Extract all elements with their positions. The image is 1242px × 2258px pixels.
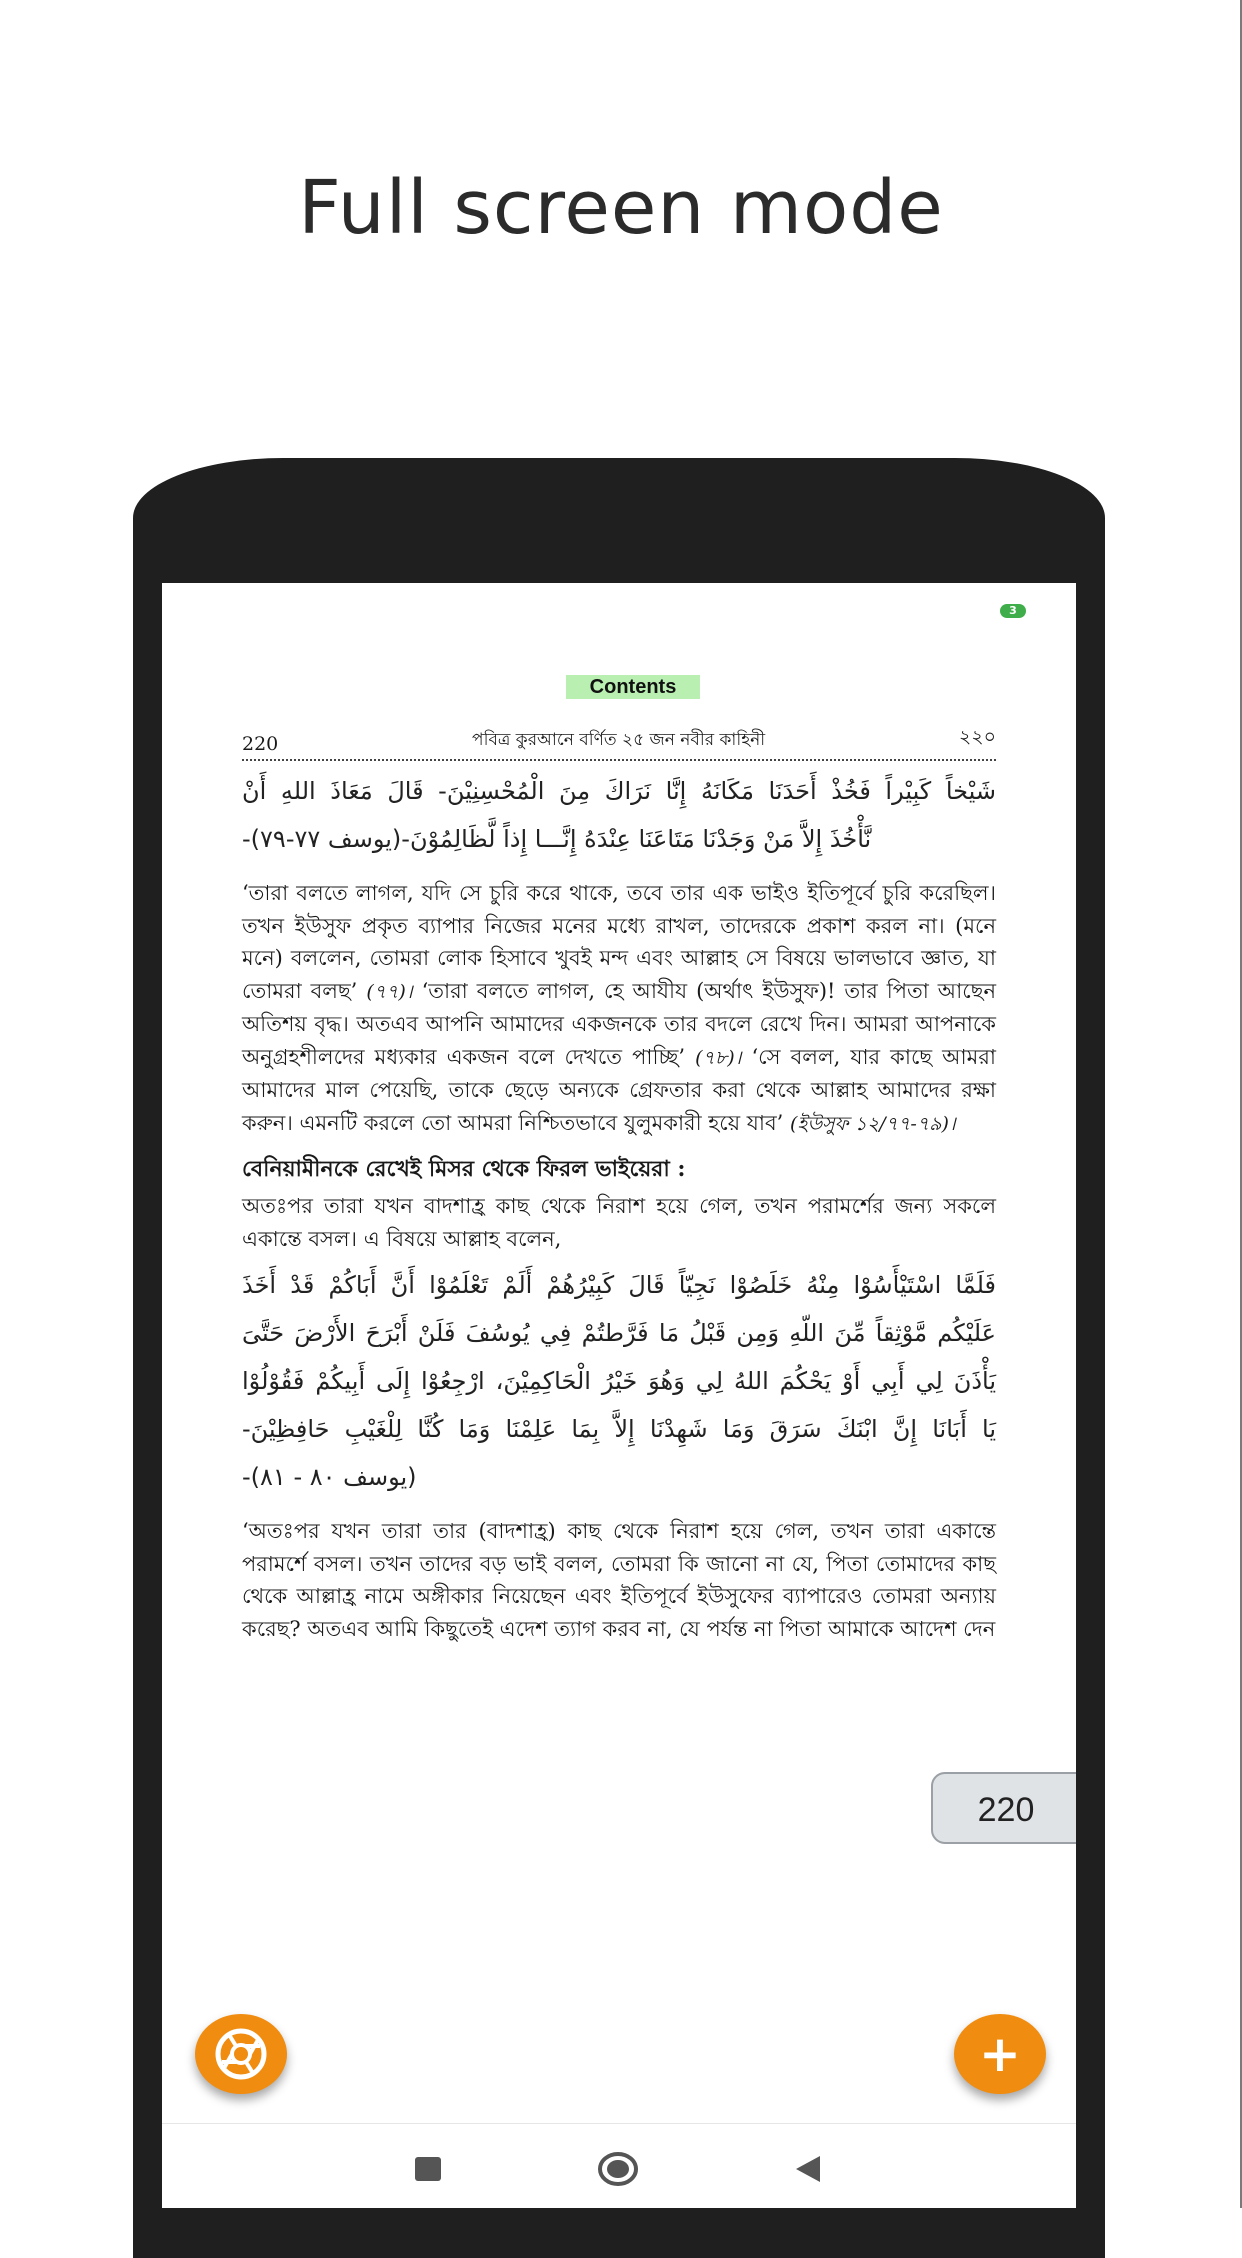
- section-heading: বেনিয়ামীনকে রেখেই মিসর থেকে ফিরল ভাইয়েরা :: [242, 1156, 686, 1182]
- paragraph-3: অতঃপর তারা যখন বাদশাহ্র কাছ থেকে নিরাশ হয়ে গেল, তখন পরামর্শের জন্য সকলে একান্তে বসল। এ বিষয়ে আল্লাহ বলেন,: [242, 1194, 996, 1251]
- arabic-line: يَأْذَنَ لِي أَبِي أَوْ يَحْكُمَ اللهُ لِي وَهُوَ خَيْرُ الْحَاكِمِيْنَ، ارْجِعُوْا إِلَى أَبِيكُمْ فَقُوْلُوْا: [242, 1367, 996, 1395]
- arabic-line: شَيْخاً كَبِيْراً فَخُذْ أَحَدَنَا مَكَانَهُ إِنَّا نَرَاكَ مِنَ الْمُحْسِنِيْنَ- قَالَ مَعَاذَ اللهِ أَنْ: [242, 777, 996, 805]
- home-circle-icon[interactable]: [598, 2152, 638, 2186]
- battery-icon: 3: [1000, 604, 1026, 618]
- plus-icon: +: [979, 2025, 1021, 2083]
- book-page: [242, 723, 996, 1645]
- page-number-left: 220: [242, 733, 279, 755]
- running-title: পবিত্র কুরআনে বর্ণিত ২৫ জন নবীর কাহিনী: [472, 730, 766, 750]
- phone-screen: [162, 583, 1076, 2208]
- back-triangle-icon[interactable]: [794, 2154, 822, 2184]
- paragraph-1: [242, 877, 996, 1140]
- recents-square-icon[interactable]: [415, 2157, 441, 2181]
- page-indicator[interactable]: 220: [931, 1772, 1076, 1844]
- page-number-right: ২২০: [958, 726, 996, 748]
- verse-reference: (৭৭)।: [366, 980, 413, 1003]
- camera-fab-button[interactable]: [195, 2014, 287, 2094]
- page-headline: Full screen mode: [298, 165, 944, 251]
- verse-reference: (৭৮)।: [695, 1046, 742, 1069]
- arabic-verse-2: [242, 1261, 996, 1501]
- system-nav-bar: [162, 2123, 1076, 2208]
- arabic-line: نَّأْخُذَ إِلاَّ مَنْ وَجَدْنَا مَتَاعَنَا عِنْدَهُ إِنَّـــا إِذاً لَّظَالِمُوْنَ-(يوسف ٧٧-٧٩)-: [242, 825, 872, 853]
- camera-shutter-icon: [195, 2014, 287, 2094]
- verse-reference: (ইউসুফ ১২/৭৭-৭৯)।: [790, 1112, 956, 1135]
- paragraph-text: ‘সে বলল, যার কাছে আমরা আমাদের মাল পেয়েছি, তাকে ছেড়ে অন্যকে গ্রেফতার করা থেকে আল্লাহ আমাদের রক্ষা করুন। এমনটি করলে তো আমরা নিশ্চিতভাবে যুলুমকারী হয়ে যাব’: [242, 1044, 996, 1135]
- arabic-line: عَلَيْكُم مَّوْثِقاً مِّنَ اللّهِ وَمِن قَبْلُ مَا فَرَّطتُمْ فِي يُوسُفَ فَلَنْ أَبْرَحَ الأَرْضَ حَتَّىَ: [242, 1319, 996, 1347]
- contents-button[interactable]: Contents: [566, 675, 700, 699]
- arabic-verse-1: [242, 767, 996, 863]
- add-fab-button[interactable]: [954, 2014, 1046, 2094]
- paragraph-4: ‘অতঃপর যখন তারা তার (বাদশাহ্র) কাছ থেকে নিরাশ হয়ে গেল, তখন তারা একান্তে পরামর্শে বসল। তখন তাদের বড় ভাই বলল, তোমরা কি জানো না যে, পিতা তোমাদের কাছ থেকে আল্লাহ্র নামে অঙ্গীকার নিয়েছেন এবং ইতিপূর্বে ইউসুফের ব্যাপারেও তোমরা অন্যায় করেছ? অতএব আমি কিছুতেই এদেশ ত্যাগ করব না, যে পর্যন্ত না পিতা আমাকে আদেশ দেন: [242, 1519, 996, 1641]
- arabic-line: (يوسف ٨٠ - ٨١)-: [242, 1463, 417, 1491]
- paragraph-text: ‘তারা বলতে লাগল, হে আযীয (অর্থাৎ ইউসুফ)! তার পিতা আছেন অতিশয় বৃদ্ধ। অতএব আপনি আমাদের একজনকে তার বদলে রেখে দিন। আমরা আপনাকে অনুগ্রহশীলদের মধ্যকার একজন বলে দেখতে পাচ্ছি’: [242, 978, 996, 1069]
- arabic-line: يَا أَبَانَا إِنَّ ابْنَكَ سَرَقَ وَمَا شَهِدْنَا إِلاَّ بِمَا عَلِمْنَا وَمَا كُنَّا لِلْغَيْبِ حَافِظِيْنَ-: [242, 1415, 996, 1443]
- paragraph-text: ‘তারা বলতে লাগল, যদি সে চুরি করে থাকে, তবে তার এক ভাইও ইতিপূর্বে চুরি করেছিল। তখন ইউসুফ প্রকৃত ব্যাপার নিজের মনের মধ্যে রাখল, তাদেরকে প্রকাশ করল না। (মনে মনে) বললেন, তোমরা লোক হিসাবে খুবই মন্দ এবং আল্লাহ সে বিষয়ে ভালভাবে জ্ঞাত, যা তোমরা বলছ’: [242, 881, 996, 1003]
- running-header: [242, 723, 996, 761]
- arabic-line: فَلَمَّا اسْتَيْأَسُوْا مِنْهُ خَلَصُوْا نَجِيّاً قَالَ كَبِيْرُهُمْ أَلَمْ تَعْلَمُوْا أَنَّ أَبَاكُمْ قَدْ أَخَذَ: [242, 1271, 996, 1299]
